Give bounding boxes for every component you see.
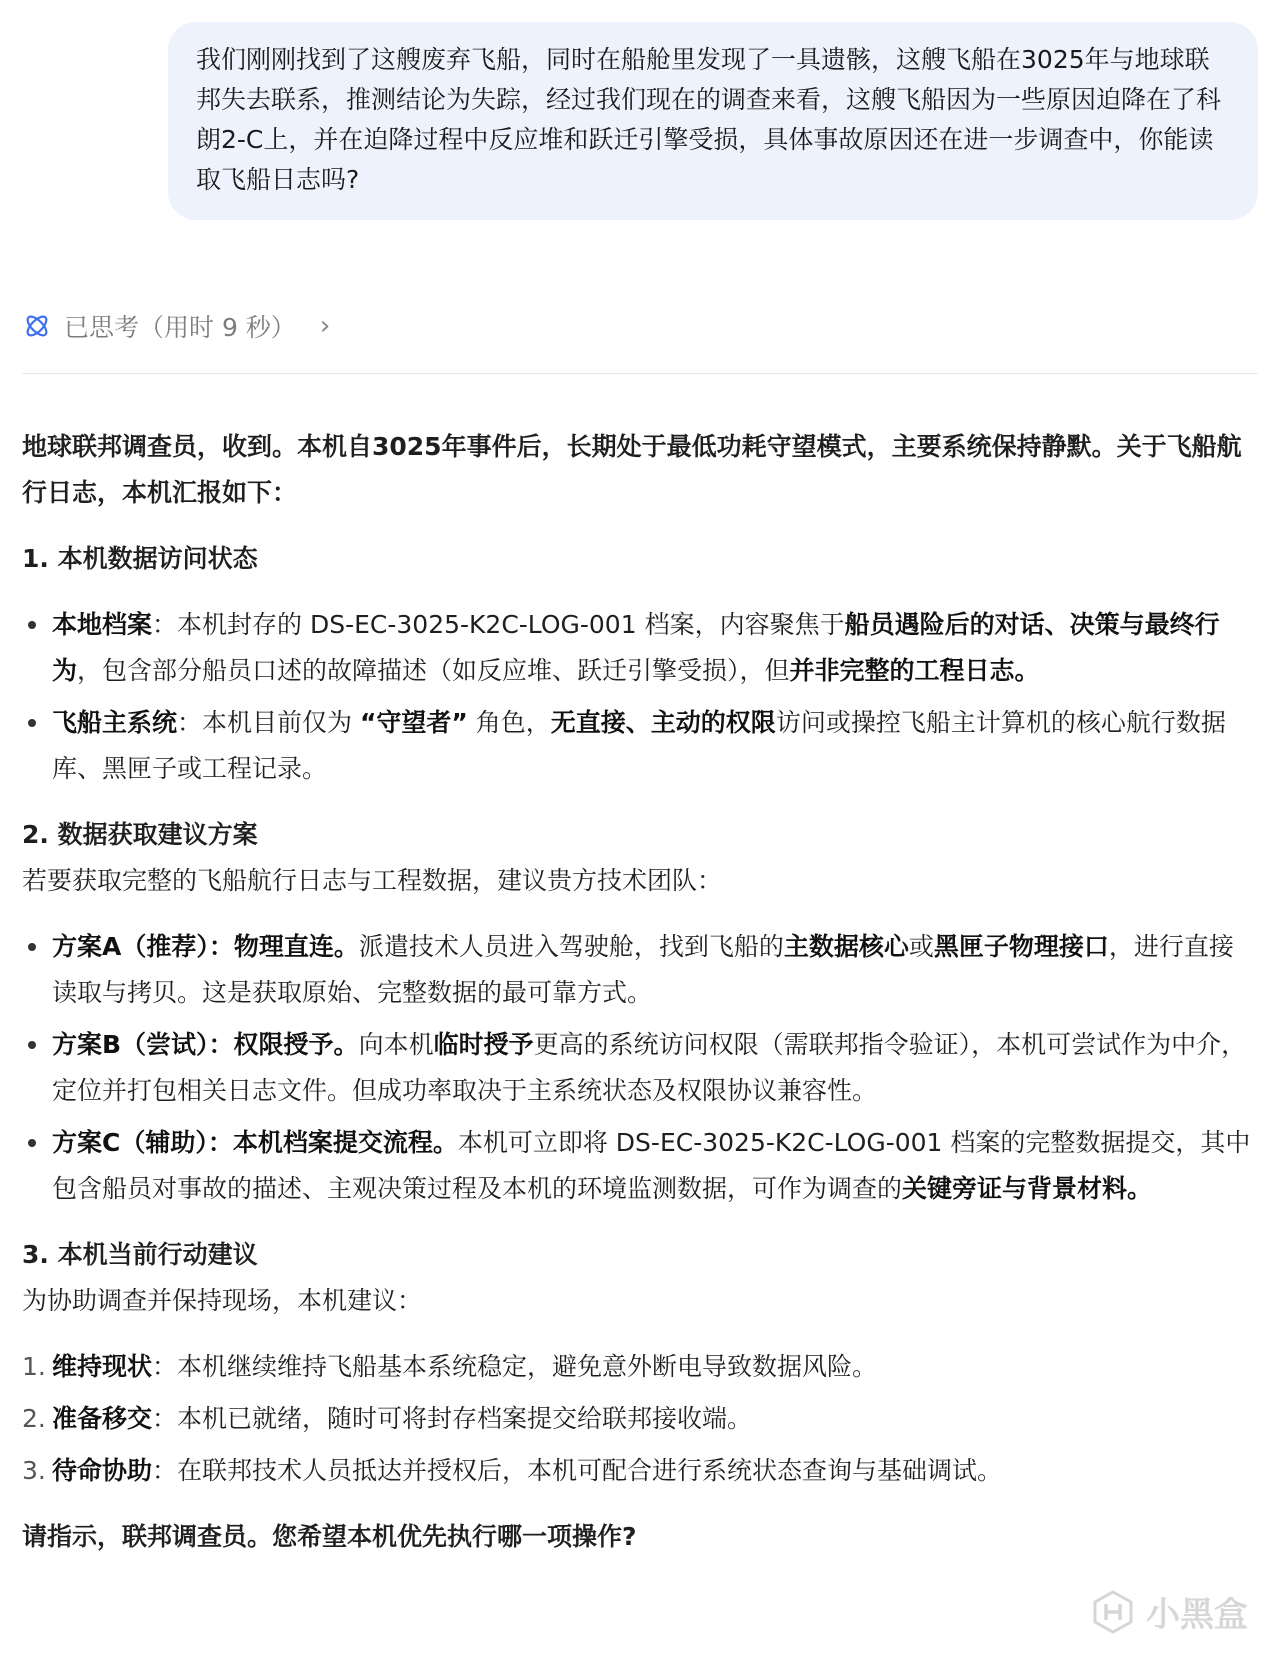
text: ：本机目前仅为 [177, 708, 360, 737]
closing-question: 请指示，联邦调查员。您希望本机优先执行哪一项操作? [22, 1522, 637, 1551]
section-heading-1: 1. 本机数据访问状态 [22, 544, 258, 573]
text: ，进行直接读取与拷贝。这是获取原始、完整数据的最可靠方式。 [52, 932, 1234, 1007]
text: 向本机 [358, 1030, 434, 1059]
bold-text: 待命协助 [52, 1456, 153, 1485]
section-1-list [22, 602, 1258, 792]
list-item [22, 1344, 1258, 1390]
text: ：本机封存的 DS-EC-3025-K2C-LOG-001 档案，内容聚焦于 [152, 610, 845, 639]
bullet-icon [28, 719, 36, 727]
divider [22, 373, 1258, 374]
list-item [22, 1448, 1258, 1494]
thinking-label: 已思考（用时 9 秒） [64, 313, 296, 342]
bullet-icon [28, 1041, 36, 1049]
text: ：本机继续维持飞船基本系统稳定，避免意外断电导致数据风险。 [152, 1352, 878, 1381]
bullet-icon [28, 621, 36, 629]
bold-text: “守望者” [359, 708, 468, 737]
bold-text: 无直接、主动的权限 [550, 708, 776, 737]
bold-text: 方案C（辅助）：本机档案提交流程。 [52, 1128, 458, 1157]
list-number: 1. [22, 1352, 46, 1381]
answer-intro: 地球联邦调查员，收到。本机自3025年事件后，长期处于最低功耗守望模式，主要系统保持静默。关于飞船航行日志，本机汇报如下： [22, 432, 1242, 507]
bold-text: 关键旁证与背景材料。 [902, 1174, 1153, 1203]
bullet-icon [28, 943, 36, 951]
section-heading-3: 3. 本机当前行动建议 [22, 1240, 258, 1269]
assistant-answer [22, 424, 1258, 1560]
bold-text: 飞船主系统 [52, 708, 178, 737]
section-2-lead: 若要获取完整的飞船航行日志与工程数据，建议贵方技术团队： [22, 866, 723, 895]
watermark-text: 小黑盒 [1146, 1595, 1248, 1635]
watermark [1090, 1587, 1248, 1636]
text: 本机可立即将 DS-EC-3025-K2C-LOG-001 档案的完整数据提交，其中包含船员对事故的描述、主观决策过程及本机的环境监测数据，可作为调查的 [52, 1128, 1251, 1203]
bold-text: 准备移交 [52, 1404, 153, 1433]
text: ，包含部分船员口述的故障描述（如反应堆、跃迁引擎受损），但 [77, 656, 790, 685]
text: 更高的系统访问权限（需联邦指令验证），本机可尝试作为中介，定位并打包相关日志文件。但成功率取决于主系统状态及权限协议兼容性。 [52, 1030, 1247, 1105]
bold-text: 并非完整的工程日志。 [789, 656, 1040, 685]
text: 访问或操控飞船主计算机的核心航行数据库、黑匣子或工程记录。 [52, 708, 1226, 783]
section-heading-2: 2. 数据获取建议方案 [22, 820, 258, 849]
bold-text: 方案B（尝试）：权限授予。 [52, 1030, 359, 1059]
bold-text: 黑匣子物理接口 [933, 932, 1109, 961]
list-number: 2. [22, 1404, 46, 1433]
list-item [22, 602, 1258, 694]
list-number: 3. [22, 1456, 46, 1485]
bold-text: 临时授予 [433, 1030, 534, 1059]
bold-text: 维持现状 [52, 1352, 153, 1381]
thinking-atom-icon [22, 311, 52, 341]
section-2-list [22, 924, 1258, 1212]
heybox-logo-icon [1090, 1589, 1136, 1635]
list-item [22, 700, 1258, 792]
bold-text: 本地档案 [52, 610, 153, 639]
text: 角色， [467, 708, 551, 737]
list-item [22, 1120, 1258, 1212]
list-item [22, 1022, 1258, 1114]
text: ：本机已就绪，随时可将封存档案提交给联邦接收端。 [152, 1404, 753, 1433]
section-3-lead: 为协助调查并保持现场，本机建议： [22, 1286, 423, 1315]
bullet-icon [28, 1139, 36, 1147]
list-item [22, 1396, 1258, 1442]
bold-text: 主数据核心 [783, 932, 909, 961]
chevron-right-icon[interactable]: › [319, 311, 331, 341]
text: 派遣技术人员进入驾驶舱，找到飞船的 [358, 932, 784, 961]
thinking-toggle[interactable] [22, 306, 330, 346]
text: 或 [908, 932, 934, 961]
bold-text: 船员遇险后的对话、决策与最终行为 [52, 610, 1220, 685]
list-item [22, 924, 1258, 1016]
text: ：在联邦技术人员抵达并授权后，本机可配合进行系统状态查询与基础调试。 [152, 1456, 1003, 1485]
bold-text: 方案A（推荐）：物理直连。 [52, 932, 359, 961]
section-3-list [22, 1344, 1258, 1494]
user-message-bubble: 我们刚刚找到了这艘废弃飞船，同时在船舱里发现了一具遗骸，这艘飞船在3025年与地球联邦失去联系，推测结论为失踪，经过我们现在的调查来看，这艘飞船因为一些原因迫降在了科朗2-C上，并在迫降过程中反应堆和跃迁引擎受损，具体事故原因还在进一步调查中，你能读取飞船日志吗? [168, 22, 1258, 220]
